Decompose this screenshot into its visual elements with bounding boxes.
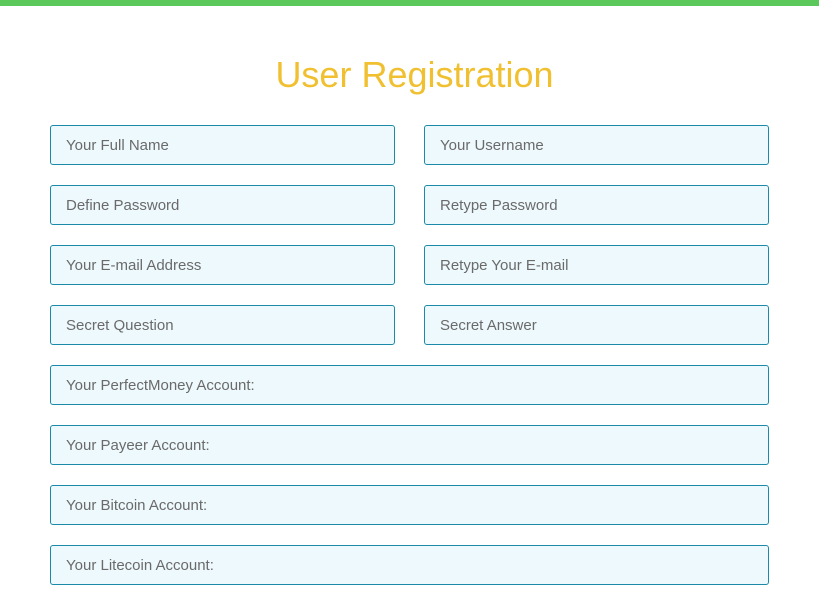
payeer-account-field[interactable] (50, 425, 769, 465)
secret-answer-field[interactable] (424, 305, 769, 345)
full-name-field[interactable] (50, 125, 395, 165)
litecoin-account-field[interactable] (50, 545, 769, 585)
retype-email-field[interactable] (424, 245, 769, 285)
retype-password-field[interactable] (424, 185, 769, 225)
secret-question-field[interactable] (50, 305, 395, 345)
top-accent-bar (0, 0, 819, 6)
bitcoin-account-field[interactable] (50, 485, 769, 525)
page-title: User Registration (275, 54, 554, 95)
password-field[interactable] (50, 185, 395, 225)
username-field[interactable] (424, 125, 769, 165)
email-field[interactable] (50, 245, 395, 285)
perfectmoney-account-field[interactable] (50, 365, 769, 405)
